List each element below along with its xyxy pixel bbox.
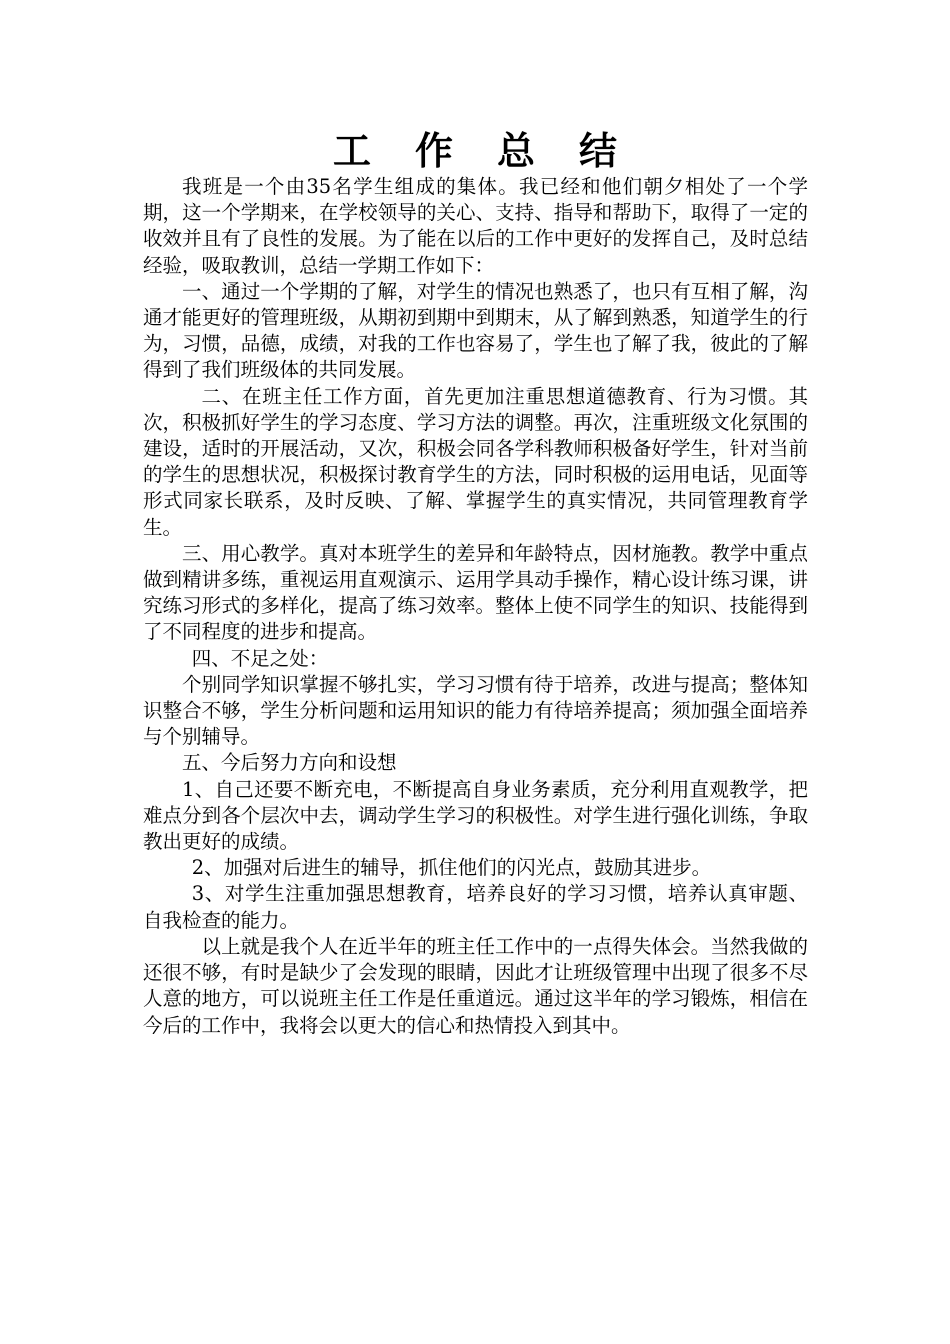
paragraph-item-3: 3、对学生注重加强思想教育，培养良好的学习习惯，培养认真审题、自我检查的能力。 [143,882,808,932]
paragraph-conclusion: 以上就是我个人在近半年的班主任工作中的一点得失体会。当然我做的还很不够，有时是缺少了会发现的眼睛，因此才让班级管理中出现了很多不尽人意的地方，可以说班主任工作是任重道远。通过这半年的学习锻炼，相信在今后的工作中，我将会以更大的信心和热情投入到其中。 [143,934,808,1037]
title-char: 结 [579,128,618,173]
paragraph-section-4: 个别同学知识掌握不够扎实，学习习惯有待于培养，改进与提高；整体知识整合不够，学生分析问题和运用知识的能力有待培养提高；须加强全面培养与个别辅导。 [143,672,808,749]
title-char: 作 [414,128,453,173]
paragraph-intro: 我班是一个由35名学生组成的集体。我已经和他们朝夕相处了一个学期，这一个学期来，在学校领导的关心、支持、指导和帮助下，取得了一定的收效并且有了良性的发展。为了能在以后的工作中更好的发挥自己，及时总结经验，吸取教训，总结一学期工作如下： [143,175,808,277]
paragraph-section-1: 一、通过一个学期的了解，对学生的情况也熟悉了，也只有互相了解，沟通才能更好的管理班级，从期初到期中到期末，从了解到熟悉，知道学生的行为，习惯，品德，成绩，对我的工作也容易了，学生也了解了我，彼此的了解得到了我们班级体的共同发展。 [143,279,808,382]
paragraph-section-3: 三、用心教学。真对本班学生的差异和年龄特点，因材施教。教学中重点做到精讲多练，重视运用直观演示、运用学具动手操作，精心设计练习课，讲究练习形式的多样化，提高了练习效率。整体上使不同学生的知识、技能得到了不同程度的进步和提高。 [143,541,808,644]
heading-section-4: 四、不足之处： [191,646,329,670]
title-char: 工 [332,128,371,173]
title-char: 总 [497,128,536,173]
paragraph-item-1: 1、自己还要不断充电，不断提高自身业务素质，充分利用直观教学，把难点分到各个层次中去，调动学生学习的积极性。对学生进行强化训练，争取教出更好的成绩。 [143,777,808,854]
document-title [0,128,950,174]
document-body [143,174,808,1039]
paragraph-section-2: 二、在班主任工作方面，首先更加注重思想道德教育、行为习惯。其次，积极抓好学生的学习态度、学习方法的调整。再次，注重班级文化氛围的建设，适时的开展活动，又次，积极会同各学科教师积极备好学生，针对当前的学生的思想状况，积极探讨教育学生的方法，同时积极的运用电话，见面等形式同家长联系，及时反映、了解、掌握学生的真实情况，共同管理教育学生。 [143,384,808,539]
paragraph-item-2: 2、加强对后进生的辅导，抓住他们的闪光点，鼓励其进步。 [191,856,712,880]
heading-section-5: 五、今后努力方向和设想 [182,751,397,775]
